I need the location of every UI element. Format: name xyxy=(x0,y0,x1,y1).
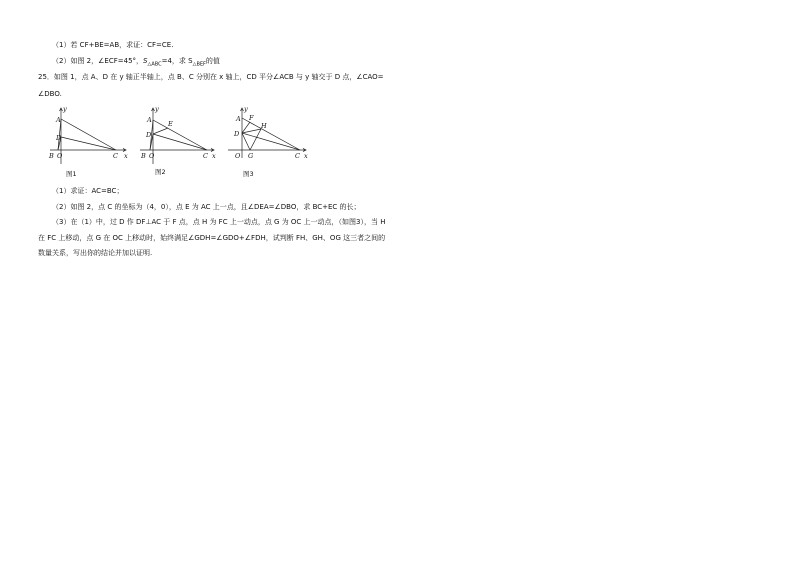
fig1-label-x: x xyxy=(124,152,128,160)
q25-stem-line2: ∠DBO. xyxy=(38,90,62,98)
fig1-label-c: C xyxy=(113,152,118,160)
fig3-label-c: C xyxy=(295,152,300,160)
fig3-label-f: F xyxy=(249,114,254,122)
fig3-label-o: O xyxy=(235,152,241,160)
fig3-seg-dc xyxy=(242,133,300,150)
fig3-label-y: y xyxy=(244,105,248,113)
q25-part3-line2: 在 FC 上移动，点 G 在 OC 上移动时，始终满足∠GDH=∠GDO+∠FDH，试判断 FH、GH、OG 这三者之间的 xyxy=(38,234,386,242)
fig3-seg-gh xyxy=(250,129,261,150)
fig2-label-x: x xyxy=(212,152,216,160)
fig2-label-e: E xyxy=(168,120,173,128)
fig3-seg-ac xyxy=(242,118,300,150)
fig2-label-d: D xyxy=(146,131,152,139)
q24-part2-d: 的值 xyxy=(205,57,220,65)
q25-stem-line1: 25．如图 1，点 A、D 在 y 轴正半轴上，点 B、C 分别在 x 轴上，CD 平分∠ACB 与 y 轴交于 D 点，∠CAO= xyxy=(38,73,384,81)
q24-part1: （1）若 CF+BE=AB，求证：CF=CE. xyxy=(52,41,174,49)
fig3-label-d: D xyxy=(234,130,240,138)
figure-1 xyxy=(44,104,134,176)
fig1-label-b: B xyxy=(49,152,54,160)
q24-part2-a: （2）如图 2，∠ECF=45°， xyxy=(52,57,144,65)
fig1-seg-dc xyxy=(61,137,116,150)
fig1-label-y: y xyxy=(63,105,67,113)
q24-part2-c: =4，求 S xyxy=(161,57,193,65)
fig1-label-o: O xyxy=(57,152,63,160)
fig2-label-a: A xyxy=(147,116,152,124)
fig3-label-h: H xyxy=(261,122,267,130)
q25-part3-line3: 数量关系，写出你的结论并加以证明. xyxy=(38,249,153,257)
q24-part2 xyxy=(52,57,220,69)
q24-part2-s2-sub: △BEF xyxy=(192,61,206,68)
q25-part3-line1: （3）在（1）中，过 D 作 DF⊥AC 于 F 点，点 H 为 FC 上一动点，点 G 为 OC 上一动点，（如图3），当 H xyxy=(52,218,386,226)
fig2-label-b: B xyxy=(141,152,146,160)
figure-3 xyxy=(226,104,316,176)
q24-part2-s1-sub: △ABC xyxy=(147,61,162,68)
fig2-label-o: O xyxy=(149,152,155,160)
figure-2 xyxy=(136,104,226,176)
q24-part2-s1: S xyxy=(143,57,148,65)
fig2-seg-de xyxy=(153,128,168,134)
fig3-label-a: A xyxy=(236,115,241,123)
q25-part2: （2）如图 2，点 C 的坐标为（4，0），点 E 为 AC 上一点，且∠DEA=∠DBO，求 BC+EC 的长； xyxy=(52,203,361,211)
fig2-label-c: C xyxy=(203,152,208,160)
q25-part1: （1）求证：AC=BC； xyxy=(52,187,124,195)
fig3-label-g: G xyxy=(248,152,254,160)
fig1-caption: 图1 xyxy=(66,170,77,178)
fig3-caption: 图3 xyxy=(243,170,254,178)
fig3-seg-dg xyxy=(242,133,250,150)
fig1-seg-ac xyxy=(61,119,116,150)
fig1-label-a: A xyxy=(56,116,61,124)
fig2-label-y: y xyxy=(155,105,159,113)
fig2-seg-dc xyxy=(153,134,207,150)
fig1-label-d: D xyxy=(56,134,62,142)
fig2-seg-ac xyxy=(153,120,207,150)
fig2-caption: 图2 xyxy=(155,168,166,176)
fig3-label-x: x xyxy=(304,152,308,160)
